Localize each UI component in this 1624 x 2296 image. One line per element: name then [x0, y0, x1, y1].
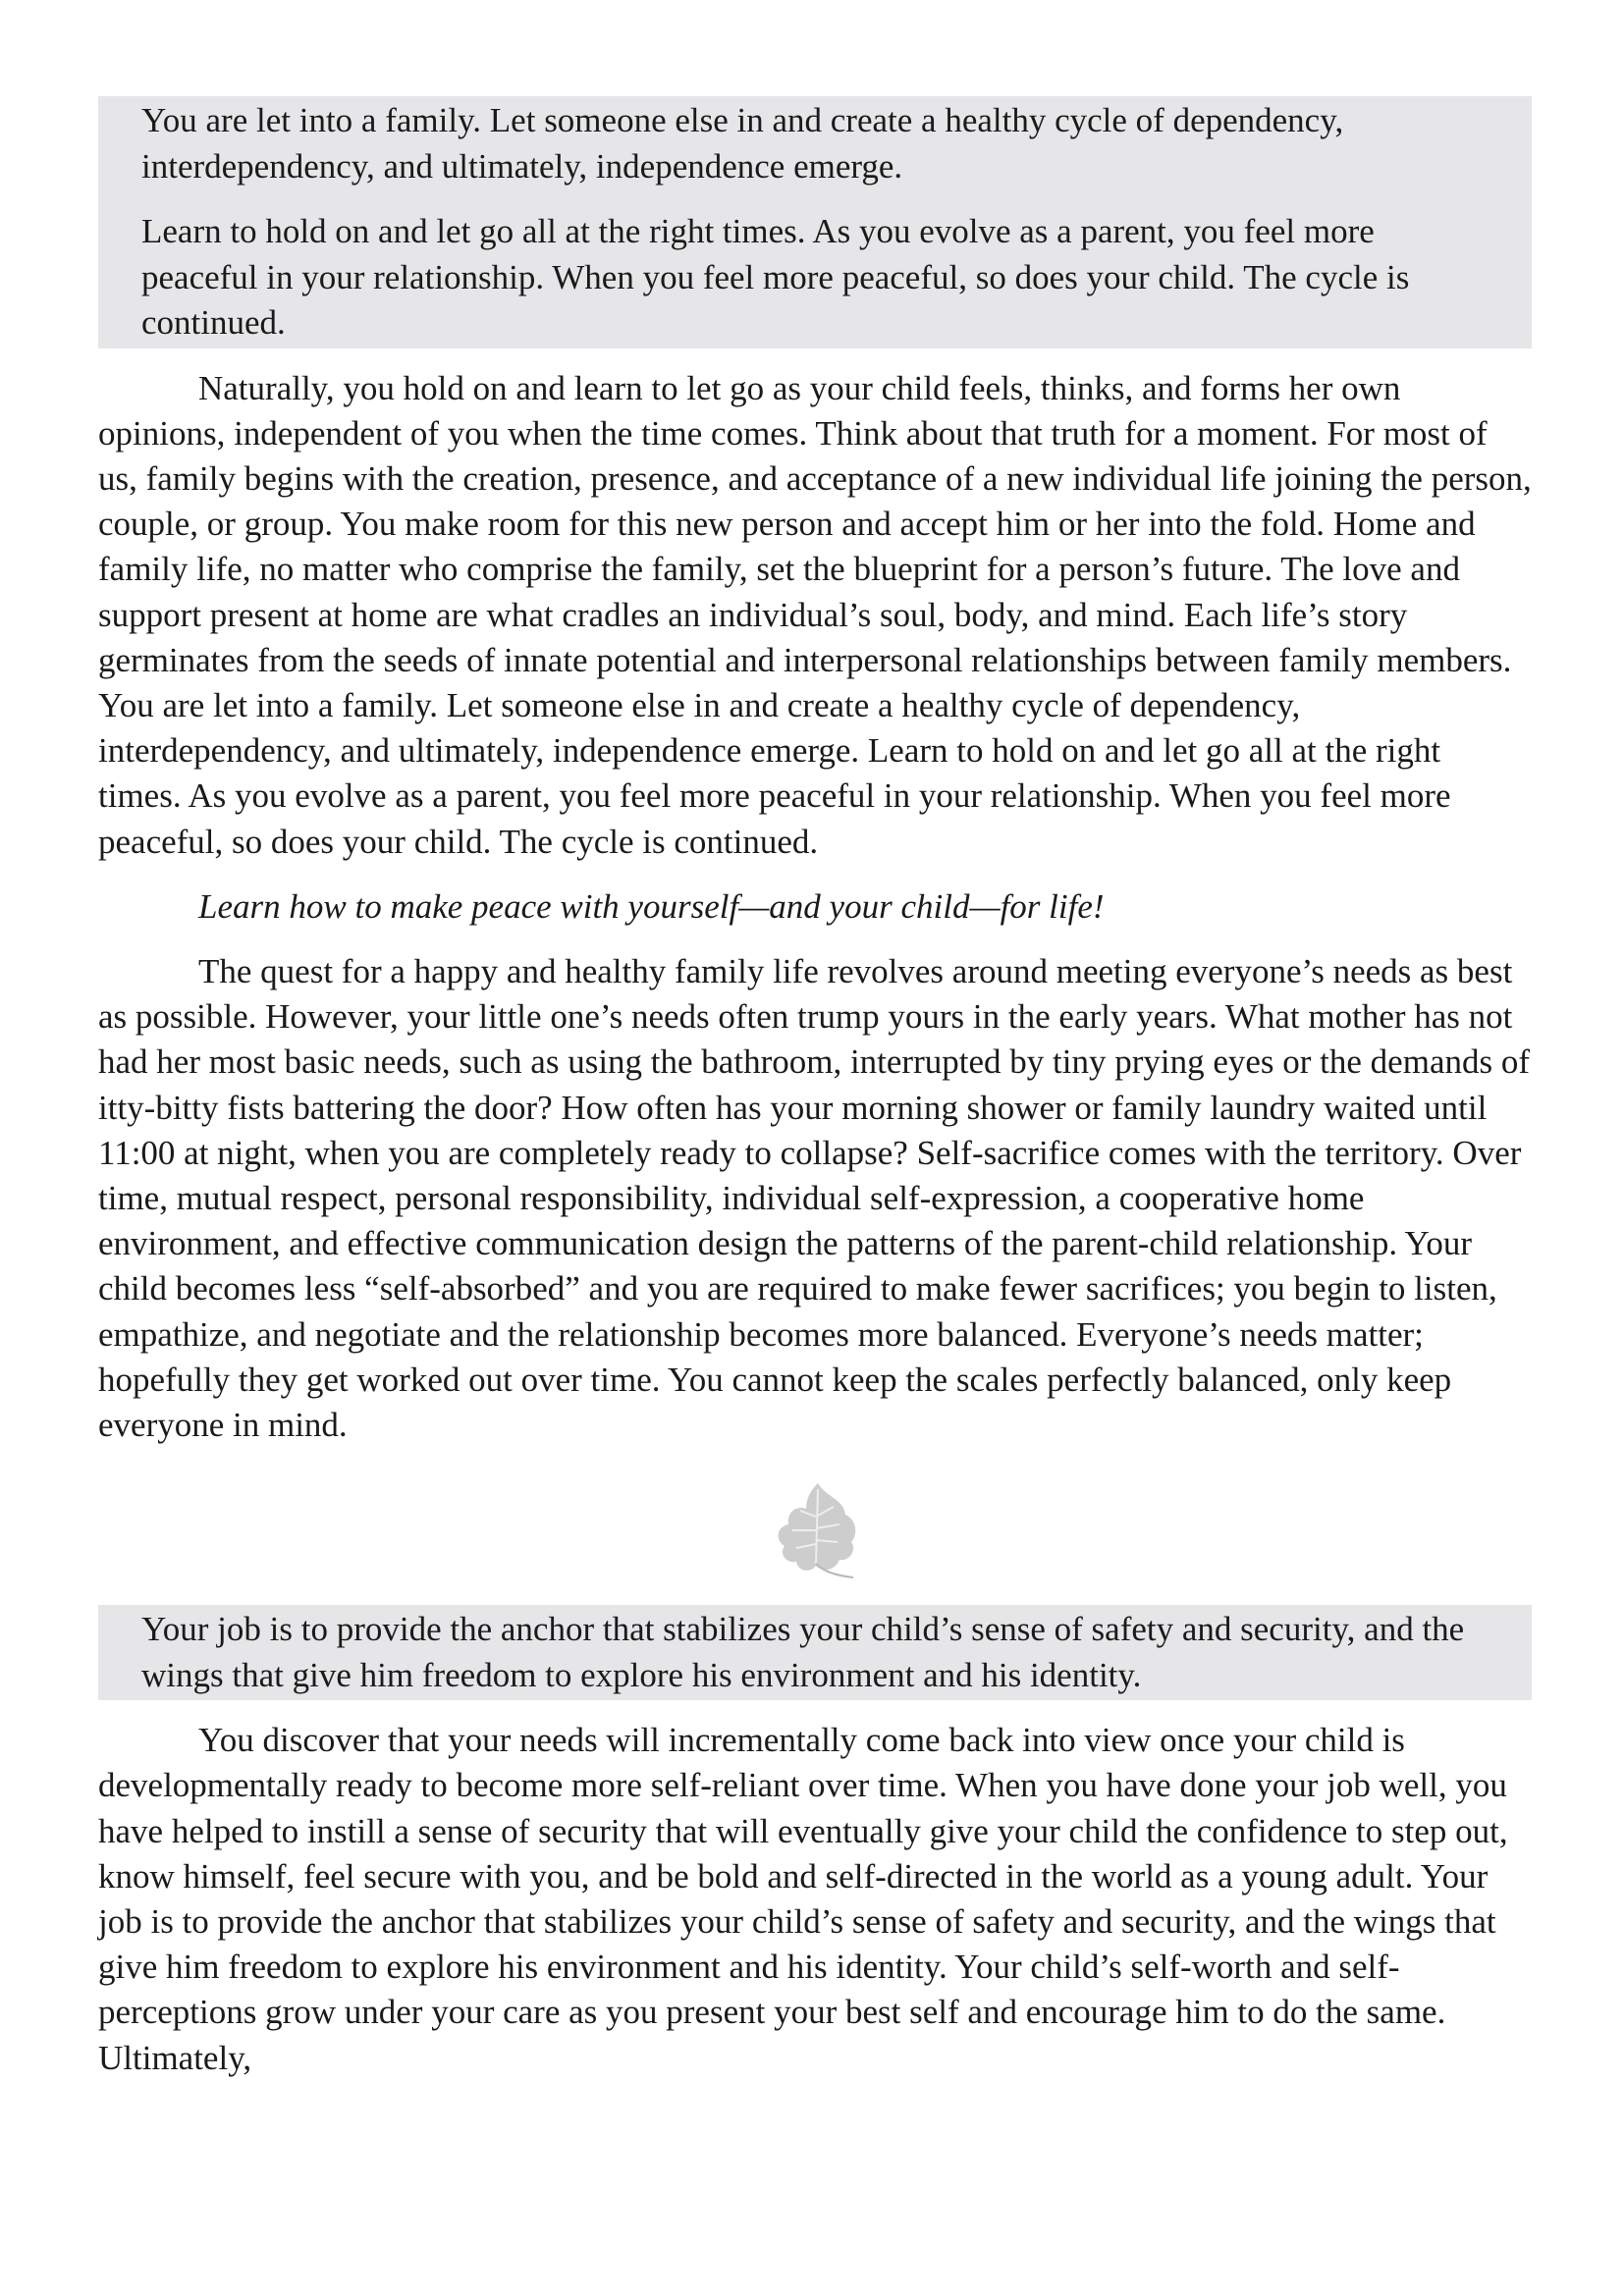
pull-quote-box	[98, 96, 1532, 348]
leaf-icon	[761, 1477, 869, 1587]
body-paragraph: Naturally, you hold on and learn to let go as your child feels, thinks, and forms her own opinions, independent of you when the time comes. Think about that truth for a moment. For most of us, family begins with the creation, presence, and acceptance of a new individual life joining the person, couple, or group. You make room for this new person and accept him or her into the fold. Home and family life, no matter who comprise the family, set the blueprint for a person’s future. The love and support present at home are what cradles an individual’s soul, body, and mind. Each life’s story germinates from the seeds of innate potential and interpersonal relationships between family members. You are let into a family. Let someone else in and create a healthy cycle of dependency, interdependency, and ultimately, independence emerge. Learn to hold on and let go all at the right times. As you evolve as a parent, you feel more peaceful in your relationship. When you feel more peaceful, so does your child. The cycle is continued.	[98, 368, 1532, 861]
document-page	[98, 96, 1532, 2081]
pull-quote-paragraph: You are let into a family. Let someone else in and create a healthy cycle of dependency, interdependency, and ultimately, independence emerge.	[141, 101, 1344, 186]
pull-quote-box	[98, 1605, 1532, 1700]
body-paragraph: You discover that your needs will incrementally come back into view once your child is developmentally ready to become more self-reliant over time. When you have done your job well, you have helped to instill a sense of security that will eventually give your child the confidence to step out, know himself, feel secure with you, and be bold and self-directed in the world as a young adult. Your job is to provide the anchor that stabilizes your child’s sense of safety and security, and the wings that give him freedom to explore his environment and his identity. Your child’s self-worth and self-perceptions grow under your care as you present your best self and encourage him to do the same. Ultimately,	[98, 1721, 1508, 2077]
pull-quote-paragraph: Your job is to provide the anchor that stabilizes your child’s sense of safety and security, and the wings that give him freedom to explore his environment and his identity.	[141, 1610, 1465, 1694]
italic-tagline: Learn how to make peace with yourself—and your child—for life!	[198, 886, 1105, 926]
body-paragraph: The quest for a happy and healthy family life revolves around meeting everyone’s needs as best as possible. However, your little one’s needs often trump yours in the early years. What mother has not had her most basic needs, such as using the bathroom, interrupted by tiny prying eyes or the demands of itty-bitty fists battering the door? How often has your morning shower or family laundry waited until 11:00 at night, when you are completely ready to collapse? Self-sacrifice comes with the territory. Over time, mutual respect, personal responsibility, individual self-expression, a cooperative home environment, and effective communication design the patterns of the parent-child relationship. Your child becomes less “self-absorbed” and you are required to make fewer sacrifices; you begin to listen, empathize, and negotiate and the relationship becomes more balanced. Everyone’s needs matter; hopefully they get worked out over time. You cannot keep the scales perfectly balanced, only keep everyone in mind.	[98, 951, 1531, 1444]
ornament-divider	[98, 1477, 1532, 1587]
pull-quote-paragraph: Learn to hold on and let go all at the right times. As you evolve as a parent, you feel more peaceful in your relationship. When you feel more peaceful, so does your child. The cycle is continued.	[141, 212, 1410, 342]
